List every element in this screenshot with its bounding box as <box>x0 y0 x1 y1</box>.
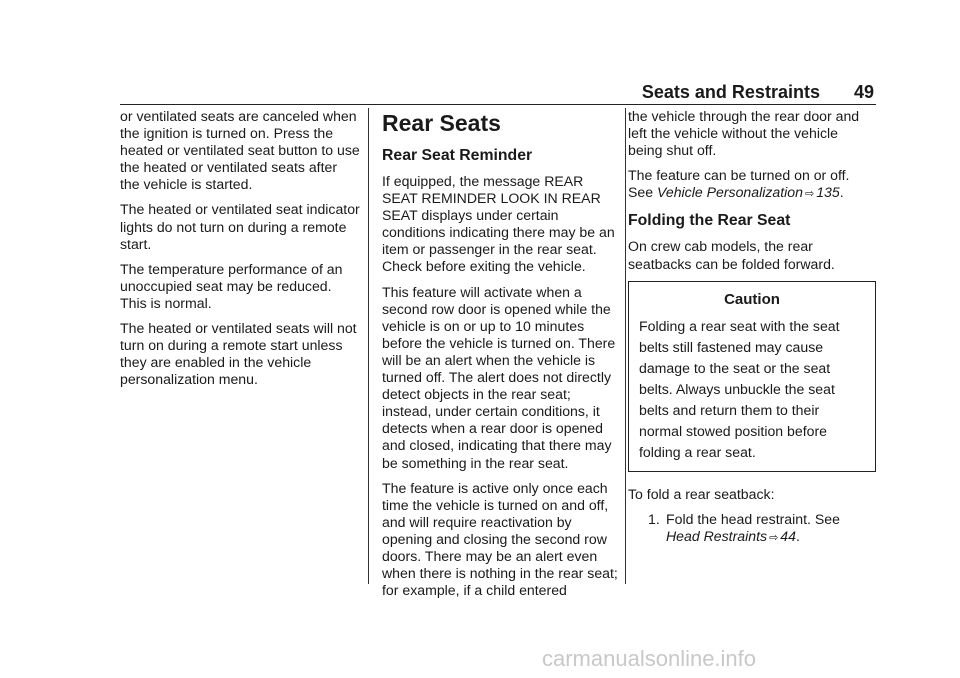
paragraph-with-xref <box>628 167 876 203</box>
subsection-title: Rear Seat Reminder <box>382 147 533 164</box>
xref-page: 135 <box>816 184 840 201</box>
paragraph: or ventilated seats are canceled when the ignition is turned on. Press the heated or ventilated seat button to use the heated or ventilated seats after the vehicle is started. <box>120 108 360 193</box>
paragraph: This feature will activate when a second row door is opened while the vehicle is on or up to 10 minutes before the vehicle is turned on. There will be an alert when the vehicle is turned off. The alert does not directly detect objects in the rear seat; instead, under certain conditions, it detects when a rear door is opened and closed, indicating that there may be something in the rear seat. <box>382 283 616 471</box>
paragraph: The heated or ventilated seats will not turn on during a remote start unless they are enabled in the vehicle personalization menu. <box>120 320 357 388</box>
list-item <box>628 511 876 547</box>
paragraph: On crew cab models, the rear seatbacks can be folded forward. <box>628 238 835 272</box>
caution-box <box>628 281 876 472</box>
punctuation: . <box>839 184 844 201</box>
step-body: Fold the head restraint. See <box>666 510 840 527</box>
page-number: 49 <box>853 82 874 102</box>
page-reference-arrow-icon: ⇨ <box>769 531 779 544</box>
header-rule <box>120 104 876 105</box>
paragraph: To fold a rear seatback: <box>628 485 775 502</box>
xref-page: 44 <box>780 527 796 544</box>
paragraph: The temperature performance of an unoccupied seat may be reduced. This is normal. <box>120 260 343 311</box>
step-text <box>666 511 876 547</box>
punctuation: . <box>795 527 800 544</box>
step-number: 1. <box>648 510 660 527</box>
subsection-title: Folding the Rear Seat <box>628 212 791 230</box>
xref-head-restraints[interactable] <box>666 528 796 544</box>
paragraph: If equipped, the message REAR SEAT REMINDER LOOK IN REAR SEAT displays under certain conditions indicating there may be an item or passenger in the rear seat. Check before exiting the vehicle. <box>382 173 615 275</box>
watermark: carmanualsonline.info <box>542 646 757 671</box>
paragraph: the vehicle through the rear door and left the vehicle without the vehicle being shut off. <box>628 108 860 159</box>
column-1 <box>120 108 360 396</box>
section-title: Rear Seats <box>382 110 501 136</box>
paragraph: The feature is active only once each time the vehicle is turned on and off, and will require reactivation by opening and closing the second row doors. There may be an alert even when there is nothing in the rear seat; for example, if a child entered <box>382 479 618 599</box>
page-reference-arrow-icon: ⇨ <box>804 188 815 201</box>
paragraph-text: The feature can be turned on or off. See <box>628 167 850 201</box>
column-2 <box>382 108 618 607</box>
column-divider <box>625 108 626 584</box>
xref-vehicle-personalization[interactable] <box>657 184 840 200</box>
xref-title: Vehicle Personalization <box>657 184 803 201</box>
caution-text: Folding a rear seat with the seat belts still fastened may cause damage to the seat or the seat belts. Always unbuckle the seat belts and return them to their normal stowed position before folding a rear seat. <box>639 317 840 460</box>
column-3 <box>628 108 876 547</box>
xref-title: Head Restraints <box>666 527 768 544</box>
paragraph: The heated or ventilated seat indicator lights do not turn on during a remote start. <box>120 201 360 252</box>
column-divider <box>368 108 369 584</box>
page-header <box>0 82 874 104</box>
chapter-title: Seats and Restraints <box>641 82 820 102</box>
caution-title: Caution <box>724 290 780 308</box>
